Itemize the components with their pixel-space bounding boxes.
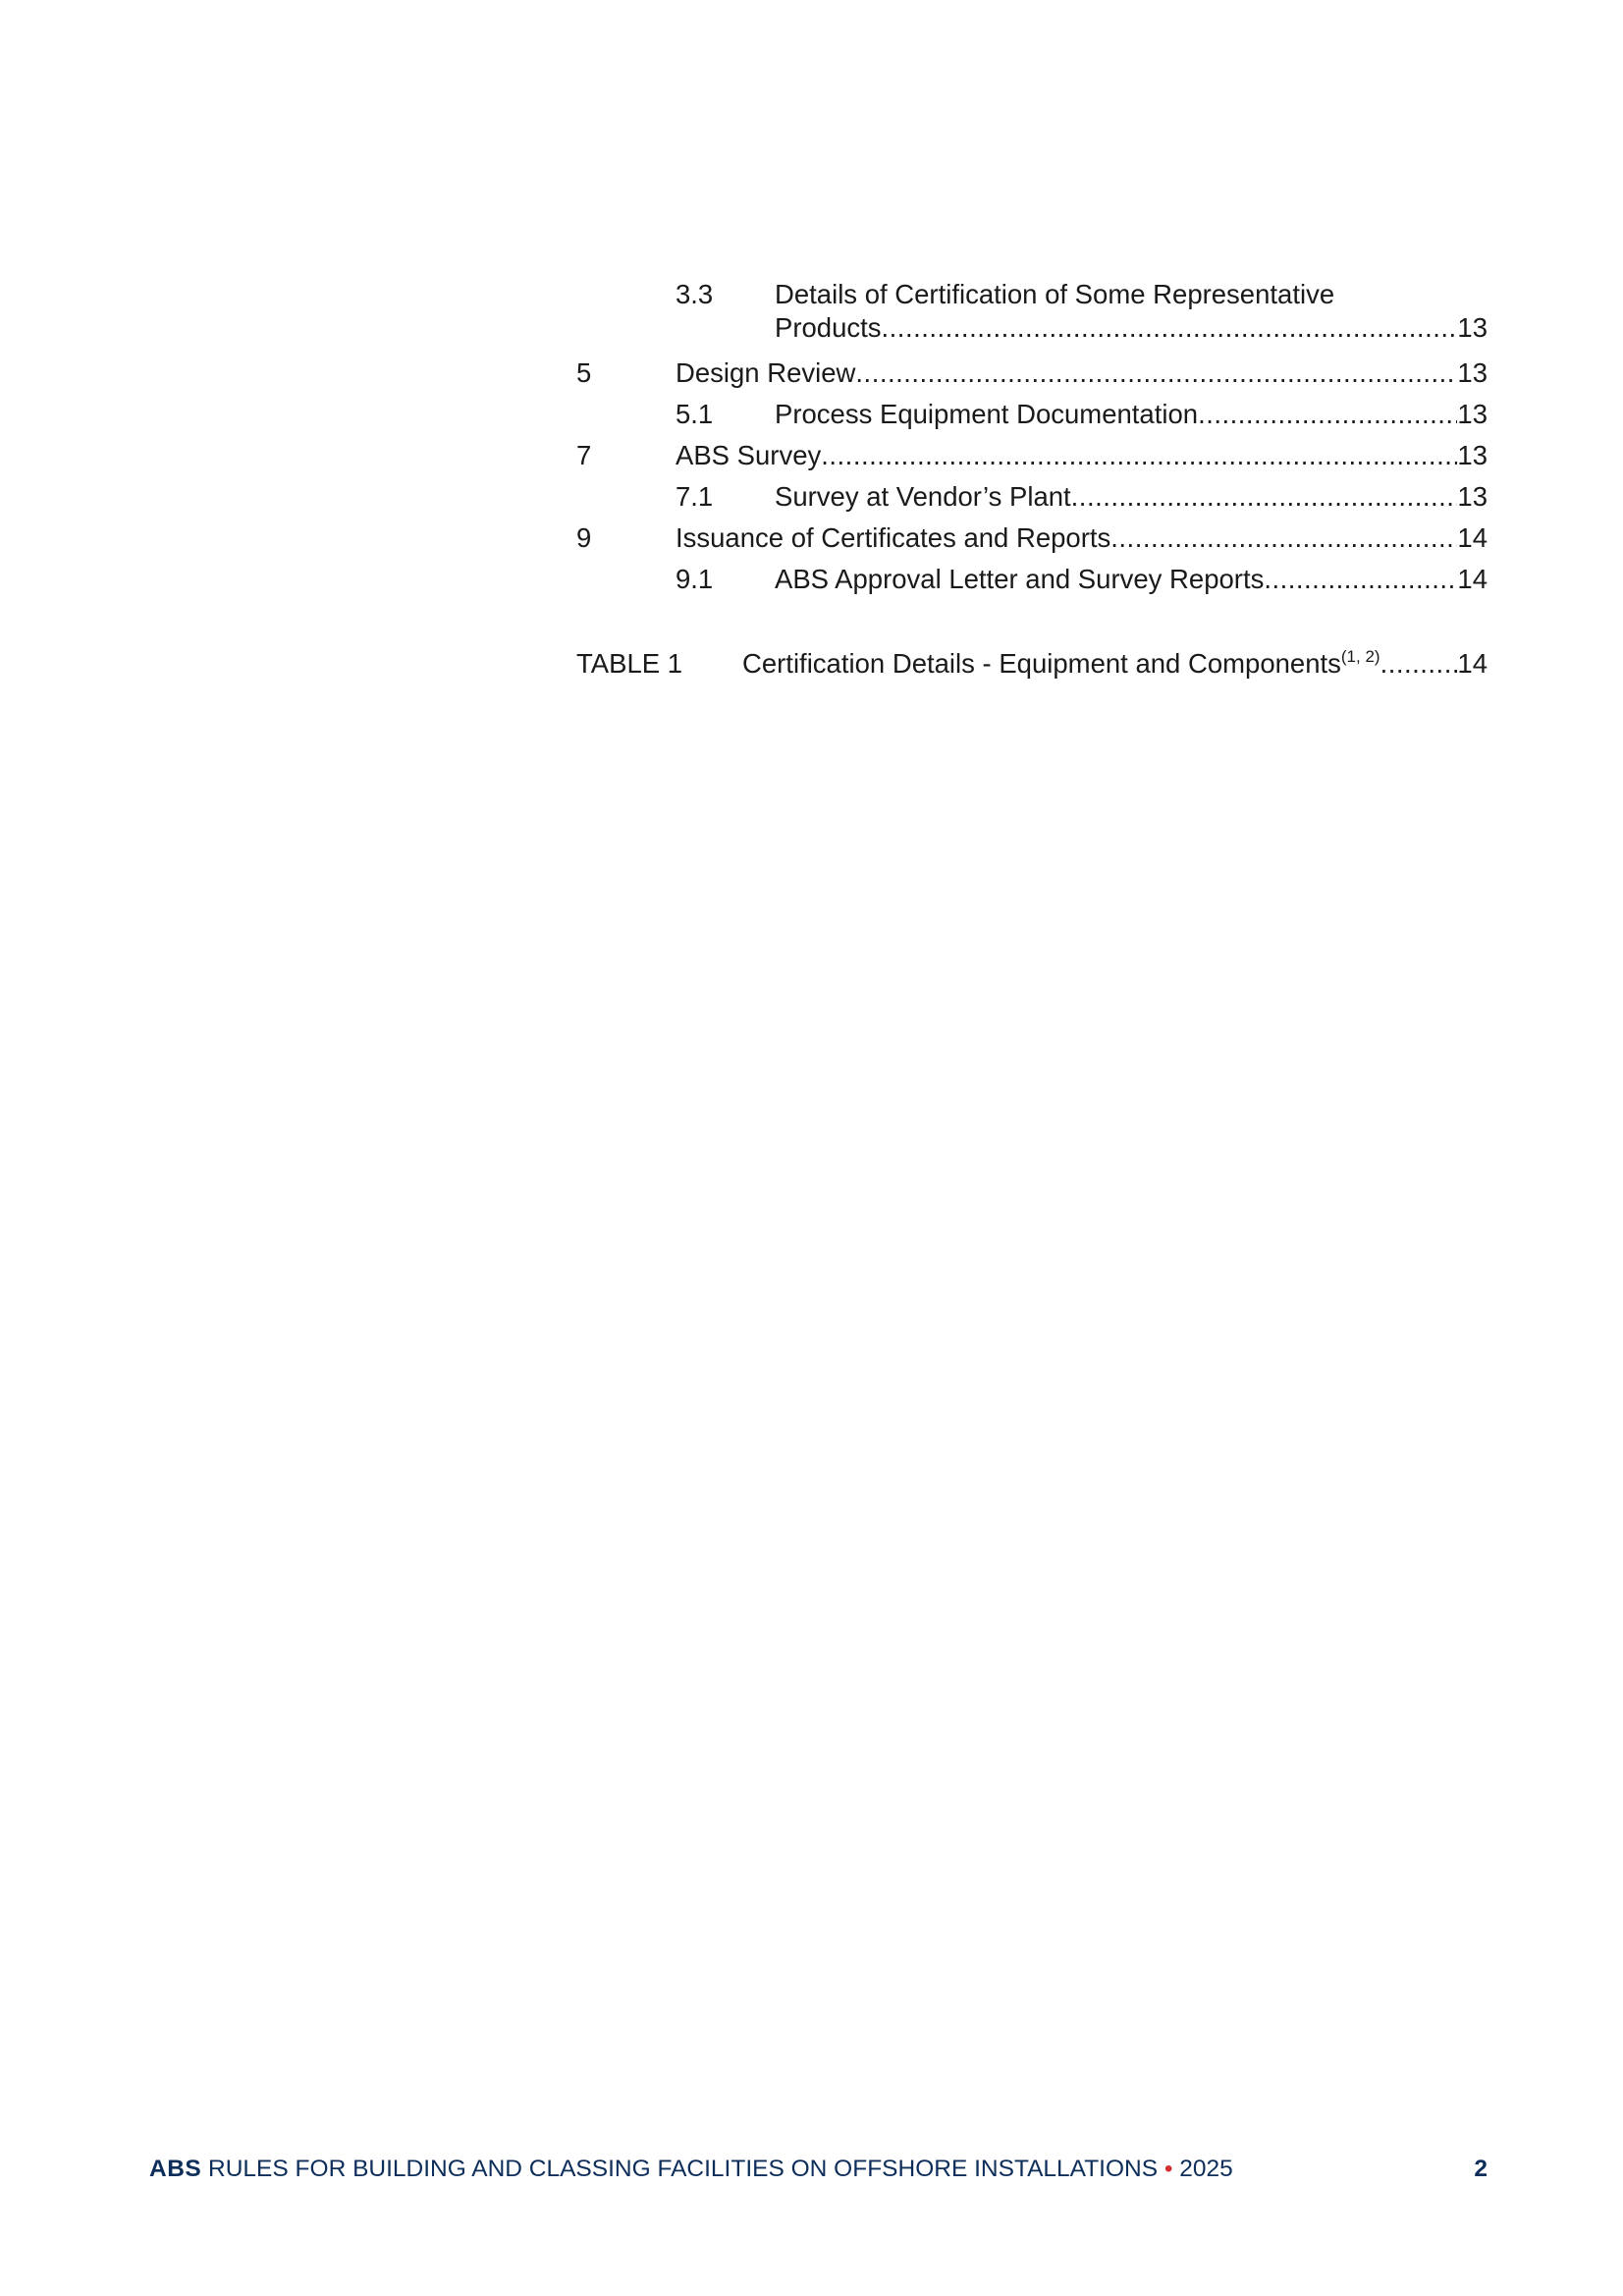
dot-leader (1071, 476, 1458, 518)
dot-leader (1198, 394, 1457, 435)
toc-entry-3-3[interactable] (576, 278, 1488, 311)
toc-entry-9-1[interactable] (576, 559, 1488, 600)
footer-brand: ABS (149, 2156, 202, 2182)
dot-leader (1110, 518, 1457, 559)
footer-bullet: • (1163, 2156, 1173, 2182)
toc-entry-title: Certification Details - Equipment and Components (742, 648, 1341, 679)
toc-entry-7-1[interactable] (576, 476, 1488, 518)
toc-entry-page: 13 (1457, 440, 1488, 470)
toc-entry-number: 5 (576, 357, 592, 388)
toc-entry-page: 13 (1457, 399, 1488, 429)
toc-entry-number: 3.3 (676, 279, 714, 309)
table-of-contents (576, 278, 1488, 684)
toc-entry-page: 13 (1457, 357, 1488, 388)
toc-entry-title: ABS Approval Letter and Survey Reports (775, 564, 1265, 594)
toc-entry-3-3-continued[interactable] (576, 311, 1488, 353)
toc-entry-5-1[interactable] (576, 394, 1488, 435)
toc-entry-5[interactable] (576, 353, 1488, 394)
page-number: 2 (1474, 2156, 1488, 2182)
toc-entry-page: 14 (1457, 648, 1488, 679)
footer-title: RULES FOR BUILDING AND CLASSING FACILITIES ON OFFSHORE INSTALLATIONS (201, 2156, 1164, 2182)
toc-entry-number: 7.1 (676, 481, 714, 512)
toc-entry-page: 14 (1457, 564, 1488, 594)
toc-entry-title-line2: Products (775, 312, 882, 343)
dot-leader (1264, 559, 1457, 600)
page-footer (149, 2156, 1488, 2189)
toc-entry-number: 5.1 (676, 399, 714, 429)
dot-leader (821, 435, 1457, 476)
dot-leader (1380, 643, 1458, 684)
toc-entry-title: ABS Survey (676, 440, 822, 470)
toc-entry-7[interactable] (576, 435, 1488, 476)
footer-year: 2025 (1172, 2156, 1233, 2182)
toc-entry-table-1[interactable] (576, 643, 1488, 684)
toc-entry-title: Process Equipment Documentation (775, 399, 1199, 429)
dot-leader (855, 353, 1457, 394)
toc-entry-title-line1: Details of Certification of Some Representative (775, 279, 1335, 309)
toc-entry-page: 13 (1457, 312, 1488, 343)
toc-table-label: TABLE 1 (576, 648, 683, 679)
toc-entry-page: 13 (1457, 481, 1488, 512)
toc-entry-title: Design Review (676, 357, 856, 388)
toc-entry-9[interactable] (576, 518, 1488, 559)
toc-entry-number: 7 (576, 440, 592, 470)
toc-entry-title: Survey at Vendor’s Plant (775, 481, 1071, 512)
toc-entry-page: 14 (1457, 522, 1488, 553)
toc-entry-number: 9.1 (676, 564, 714, 594)
dot-leader (882, 311, 1458, 345)
footnote-superscript: (1, 2) (1340, 647, 1380, 666)
toc-entry-number: 9 (576, 522, 592, 553)
toc-entry-title: Issuance of Certificates and Reports (676, 522, 1111, 553)
